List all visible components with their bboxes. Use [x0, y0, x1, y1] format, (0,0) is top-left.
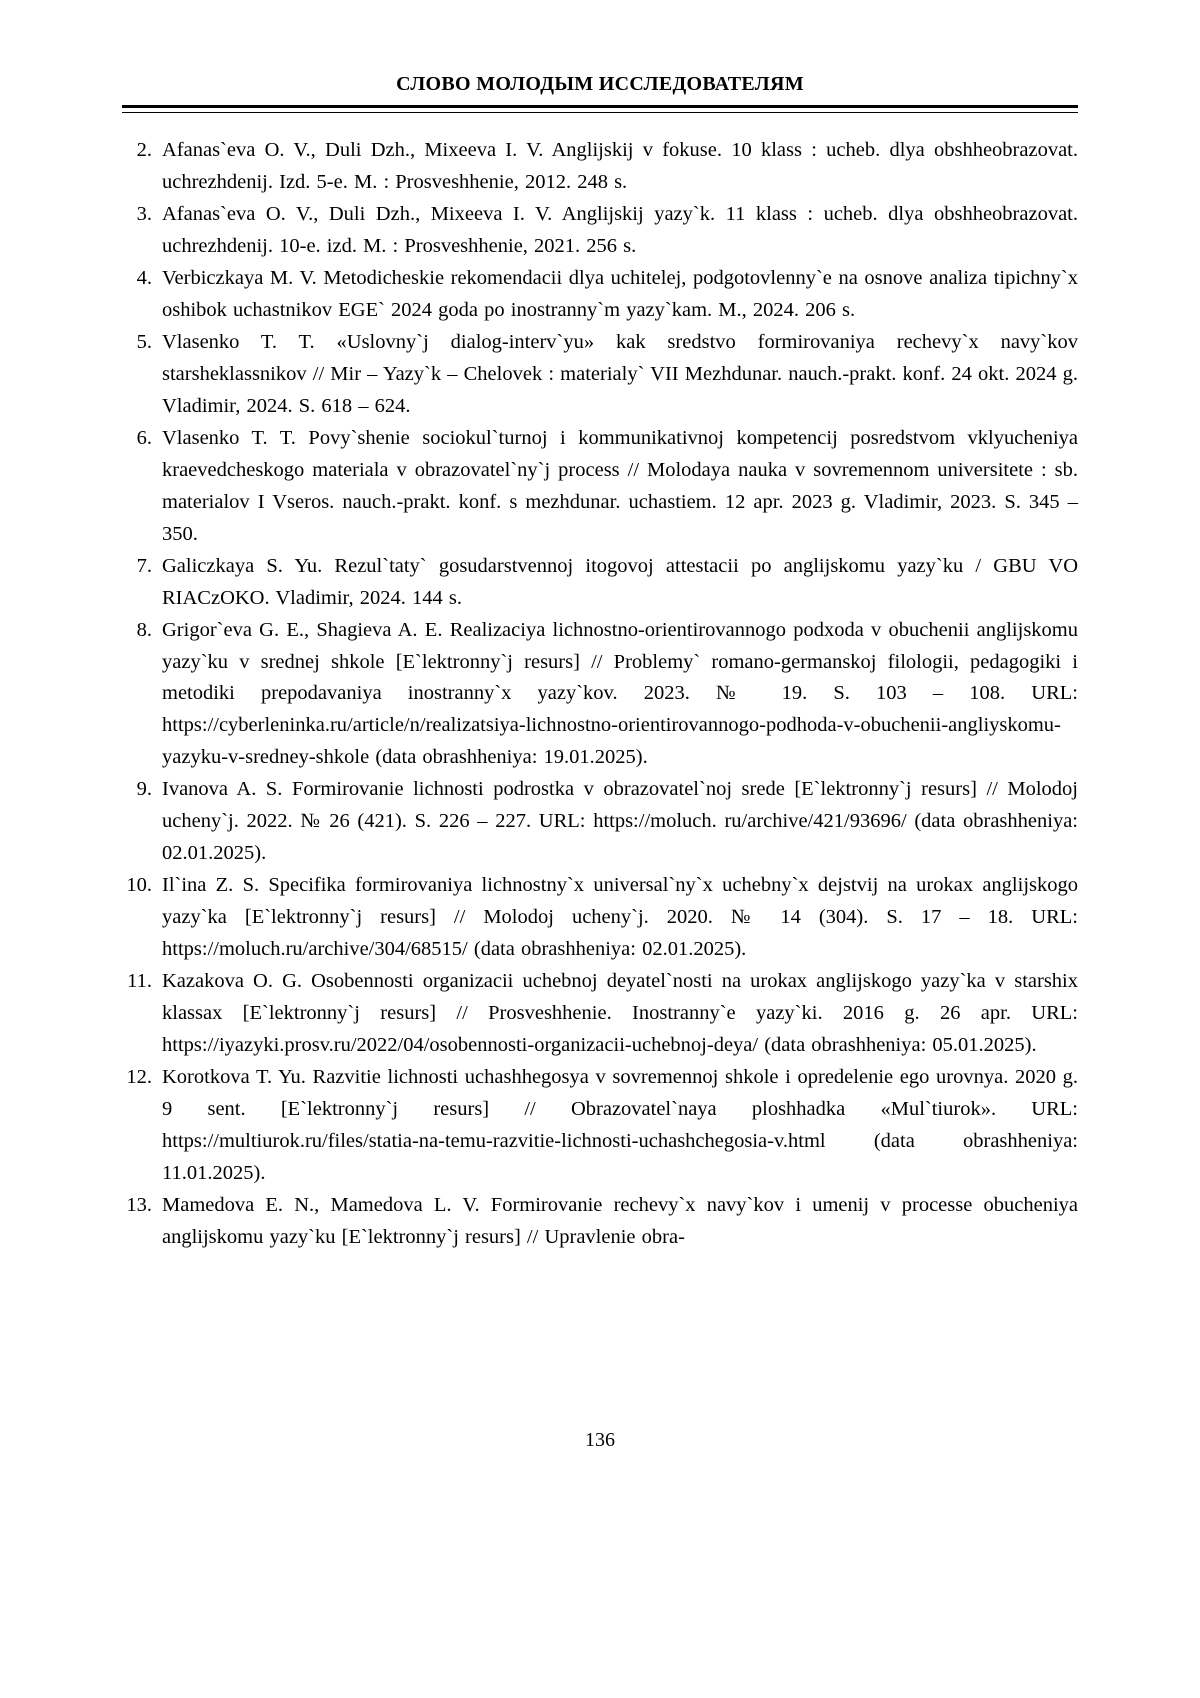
reference-item [122, 135, 1078, 199]
reference-text: Grigor`eva G. E., Shagieva A. E. Realizaciya lichnostno-orientirovannogo podxoda v obuchenii anglijskomu yazy`ku v srednej shkole [E`lektronny`j resurs] // Problemy` romano-germanskoj filologii, pedagogiki i metodiki prepodavaniya inostranny`x yazy`kov. 2023. № 19. S. 103 – 108. URL: https://cyberleninka.ru/article/n/realizatsiya-lichnostno-orientirovannogo-podhoda-v-obuchenii-angliyskomu-yazyku-v-sredney-shkole (data obrashheniya: 19.01.2025). [162, 618, 1078, 769]
reference-text: Ivanova A. S. Formirovanie lichnosti podrostka v obrazovatel`noj srede [E`lektronny`j resurs] // Molodoj ucheny`j. 2022. № 26 (421). S. 226 – 227. URL: https://moluch. ru/archive/421/93696/ (data obrashheniya: 02.01.2025). [162, 778, 1078, 865]
reference-number: 12. [126, 1066, 152, 1089]
reference-text: Kazakova O. G. Osobennosti organizacii uchebnoj deyatel`nosti na urokax anglijskogo yazy`ka v starshix klassax [E`lektronny`j resurs] // Prosveshhenie. Inostranny`e yazy`ki. 2016 g. 26 apr. URL: https://iyazyki.prosv.ru/2022/04/osobennosti-organizacii-uchebnoj-deya/ (data obrashheniya: 05.01.2025). [162, 970, 1078, 1057]
reference-item [122, 327, 1078, 423]
reference-number: 9. [136, 778, 152, 801]
reference-item [122, 966, 1078, 1062]
reference-text: Vlasenko T. T. «Uslovny`j dialog-interv`yu» kak sredstvo formirovaniya rechevy`x navy`kov starsheklassnikov // Mir – Yazy`k – Chelovek : materialy` VII Mezhdunar. nauch.-prakt. konf. 24 okt. 2024 g. Vladimir, 2024. S. 618 – 624. [162, 330, 1078, 417]
reference-number: 11. [127, 970, 152, 993]
reference-item [122, 199, 1078, 263]
reference-text: Verbiczkaya M. V. Metodicheskie rekomendacii dlya uchitelej, podgotovlenny`e na osnove analiza tipichny`x oshibok uchastnikov EGE` 2024 goda po inostranny`m yazy`kam. M., 2024. 206 s. [162, 266, 1078, 321]
reference-item [122, 870, 1078, 966]
reference-text: Il`ina Z. S. Specifika formirovaniya lichnostny`x universal`ny`x uchebny`x dejstvij na urokax anglijskogo yazy`ka [E`lektronny`j resurs] // Molodoj ucheny`j. 2020. № 14 (304). S. 17 – 18. URL: https://moluch.ru/archive/304/68515/ (data obrashheniya: 02.01.2025). [162, 874, 1078, 961]
header-divider [122, 105, 1078, 113]
reference-item [122, 551, 1078, 615]
reference-text: Korotkova T. Yu. Razvitie lichnosti uchashhegosya v sovremennoj shkole i opredelenie ego urovnya. 2020 g. 9 sent. [E`lektronny`j resurs] // Obrazovatel`naya ploshhadka «Mul`tiurok». URL: https://multiurok.ru/files/statia-na-temu-razvitie-lichnosti-uchashchegosia-v.html (data obrashheniya: 11.01.2025). [162, 1066, 1078, 1184]
reference-number: 2. [136, 139, 152, 161]
reference-list [122, 135, 1078, 1254]
reference-item [122, 774, 1078, 870]
reference-item [122, 615, 1078, 775]
reference-item [122, 1062, 1078, 1190]
reference-text: Mamedova E. N., Mamedova L. V. Formirovanie rechevy`x navy`kov i umenij v processe obucheniya anglijskomu yazy`ku [E`lektronny`j resurs] // Upravlenie obra- [162, 1193, 1078, 1248]
reference-number: 13. [126, 1193, 152, 1216]
reference-number: 8. [136, 618, 152, 641]
reference-number: 3. [136, 202, 152, 225]
reference-text: Vlasenko T. T. Povy`shenie sociokul`turnoj i kommunikativnoj kompetencij posredstvom vklyucheniya kraevedcheskogo materiala v obrazovatel`ny`j process // Molodaya nauka v sovremennom universitete : sb. materialov I Vseros. nauch.-prakt. konf. s mezhdunar. uchastiem. 12 apr. 2023 g. Vladimir, 2023. S. 345 – 350. [162, 426, 1078, 545]
reference-number: 7. [136, 554, 152, 577]
page-number: 136 [585, 1429, 615, 1451]
running-head: СЛОВО МОЛОДЫМ ИССЛЕДОВАТЕЛЯМ [396, 73, 804, 95]
reference-item [122, 423, 1078, 551]
reference-item [122, 263, 1078, 327]
reference-number: 4. [136, 266, 152, 289]
reference-text: Galiczkaya S. Yu. Rezul`taty` gosudarstvennoj itogovoj attestacii po anglijskomu yazy`ku / GBU VO RIACzOKO. Vladimir, 2024. 144 s. [162, 554, 1078, 609]
reference-number: 10. [126, 874, 152, 897]
reference-text: Afanas`eva O. V., Duli Dzh., Mixeeva I. V. Anglijskij yazy`k. 11 klass : ucheb. dlya obshheobrazovat. uchrezhdenij. 10-e. izd. M. : Prosveshhenie, 2021. 256 s. [162, 202, 1078, 257]
reference-text: Afanas`eva O. V., Duli Dzh., Mixeeva I. V. Anglijskij v fokuse. 10 klass : ucheb. dlya obshheobrazovat. uchrezhdenij. Izd. 5-e. M. : Prosveshhenie, 2012. 248 s. [162, 139, 1078, 193]
reference-item [122, 1190, 1078, 1254]
reference-number: 6. [136, 426, 152, 449]
reference-number: 5. [136, 330, 152, 353]
